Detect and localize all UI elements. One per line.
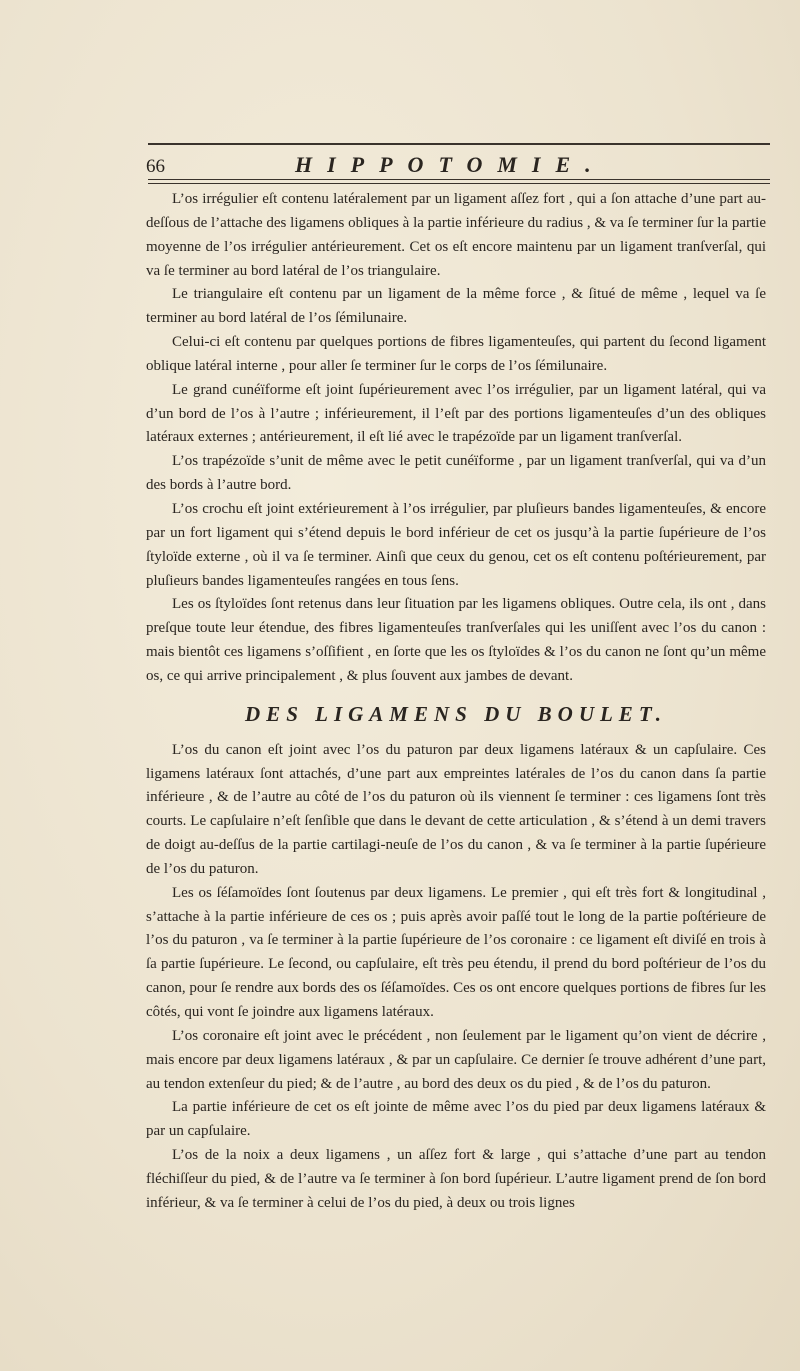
page-body [146, 188, 766, 1216]
header-rule-thin [148, 183, 770, 184]
paragraph: La partie inférieure de cet os eſt jointe de même avec l’os du pied par deux ligamens latéraux & par un capſulaire. [146, 1099, 766, 1140]
paragraph: L’os de la noix a deux ligamens , un aſſez fort & large , qui s’attache d’une part au tendon fléchiſſeur du pied, & de l’autre va ſe terminer à ſon bord ſupérieur. L’autre ligament prend de ſon bord inférieur, & va ſe terminer à celui de l’os du pied, à deux ou trois lignes [146, 1147, 766, 1211]
paragraph: L’os irrégulier eſt contenu latéralement par un ligament aſſez fort , qui a ſon attache d’une part au-deſſous de l’attache des ligamens obliques à la partie inférieure du radius , & va ſe terminer ſur la partie moyenne de l’os irrégulier antérieurement. Cet os eſt encore maintenu par un ligament tranſverſal, qui va ſe terminer au bord latéral de l’os triangulaire. [146, 191, 766, 279]
running-title: HIPPOTOMIE. [295, 152, 606, 177]
section-title: DES LIGAMENS DU BOULET. [245, 701, 667, 726]
paragraph: L’os crochu eſt joint extérieurement à l’os irrégulier, par pluſieurs bandes ligamenteuſes, & encore par un fort ligament qui s’étend depuis le bord inférieur de cet os jusqu’à la partie ſupérieure de l’os ſtyloïde externe , où il va ſe terminer. Ainſi que ceux du genou, cet os eſt contenu poſtérieurement, par pluſieurs bandes ligamenteuſes rangées en tous ſens. [146, 500, 766, 589]
paragraph: L’os coronaire eſt joint avec le précédent , non ſeulement par le ligament qu’on vient de décrire , mais encore par deux ligamens latéraux , & par un capſulaire. Ce dernier ſe trouve adhérent d’une part, au tendon extenſeur du pied; & de l’autre , au bord des deux os du pied , & de l’os du paturon. [146, 1027, 766, 1092]
paragraph: Celui-ci eſt contenu par quelques portions de fibres ligamenteuſes, qui partent du ſecond ligament oblique latéral interne , pour aller ſe terminer ſur le corps de l’os ſémilunaire. [146, 334, 766, 374]
paragraph: Les os ſéſamoïdes ſont ſoutenus par deux ligamens. Le premier , qui eſt très fort & longitudinal , s’attache à la partie inférieure de ces os ; puis après avoir paſſé tout le long de la partie poſtérieure de l’os du paturon , va ſe terminer à la partie ſupérieure de l’os coronaire : ce ligament eſt diviſé en trois à ſa partie ſupérieure. Le ſecond, ou capſulaire, eſt très peu étendu, il prend du bord poſtérieur de l’os du canon, pour ſe rendre aux bords des os ſéſamoïdes. Ces os ont encore quelques portions de fibres ſur les côtés, qui vont ſe joindre aux ligamens latéraux. [146, 884, 766, 1020]
paragraph: L’os trapézoïde s’unit de même avec le petit cunéïforme , par un ligament tranſverſal, qui va d’un des bords à l’autre bord. [146, 453, 766, 494]
paragraph: Les os ſtyloïdes ſont retenus dans leur ſituation par les ligamens obliques. Outre cela, ils ont , dans preſque toute leur étendue, des fibres ligamenteuſes tranſverſales qui les uniſſent avec l’os du canon : mais bientôt ces ligamens s’oſſifient , en ſorte que les os ſtyloïdes & l’os du canon ne ſont qu’un même os, ce qui arrive principalement , & plus ſouvent aux jambes de devant. [146, 596, 766, 684]
paragraph: L’os du canon eſt joint avec l’os du paturon par deux ligamens latéraux & un capſulaire. Ces ligamens latéraux ſont attachés, d’une part aux empreintes latérales de l’os du canon dans ſa partie inférieure , & de l’autre au côté de l’os du paturon où ils viennent ſe terminer : ces ligamens ſont très courts. Le capſulaire n’eſt ſenſible que dans le devant de cette articulation , & s’étend à un demi travers de doigt au-deſſus de la partie cartilagi-neuſe de l’os du canon , & va ſe terminer à la partie ſupérieure de l’os du paturon. [146, 741, 766, 877]
header-rule [148, 179, 770, 180]
page-number: 66 [146, 156, 165, 177]
paragraph: Le triangulaire eſt contenu par un ligament de la même force , & ſitué de même , lequel va ſe terminer au bord latéral de l’os ſémilunaire. [146, 286, 766, 327]
paragraph: Le grand cunéïforme eſt joint ſupérieurement avec l’os irrégulier, par un ligament latéral, qui va d’un bord de l’os à l’autre ; inférieurement, il l’eſt par des portions ligamenteuſes d’un des obliques latéraux externes ; antérieurement, il eſt lié avec le trapézoïde par un ligament tranſverſal. [146, 381, 766, 446]
top-rule [148, 143, 770, 145]
